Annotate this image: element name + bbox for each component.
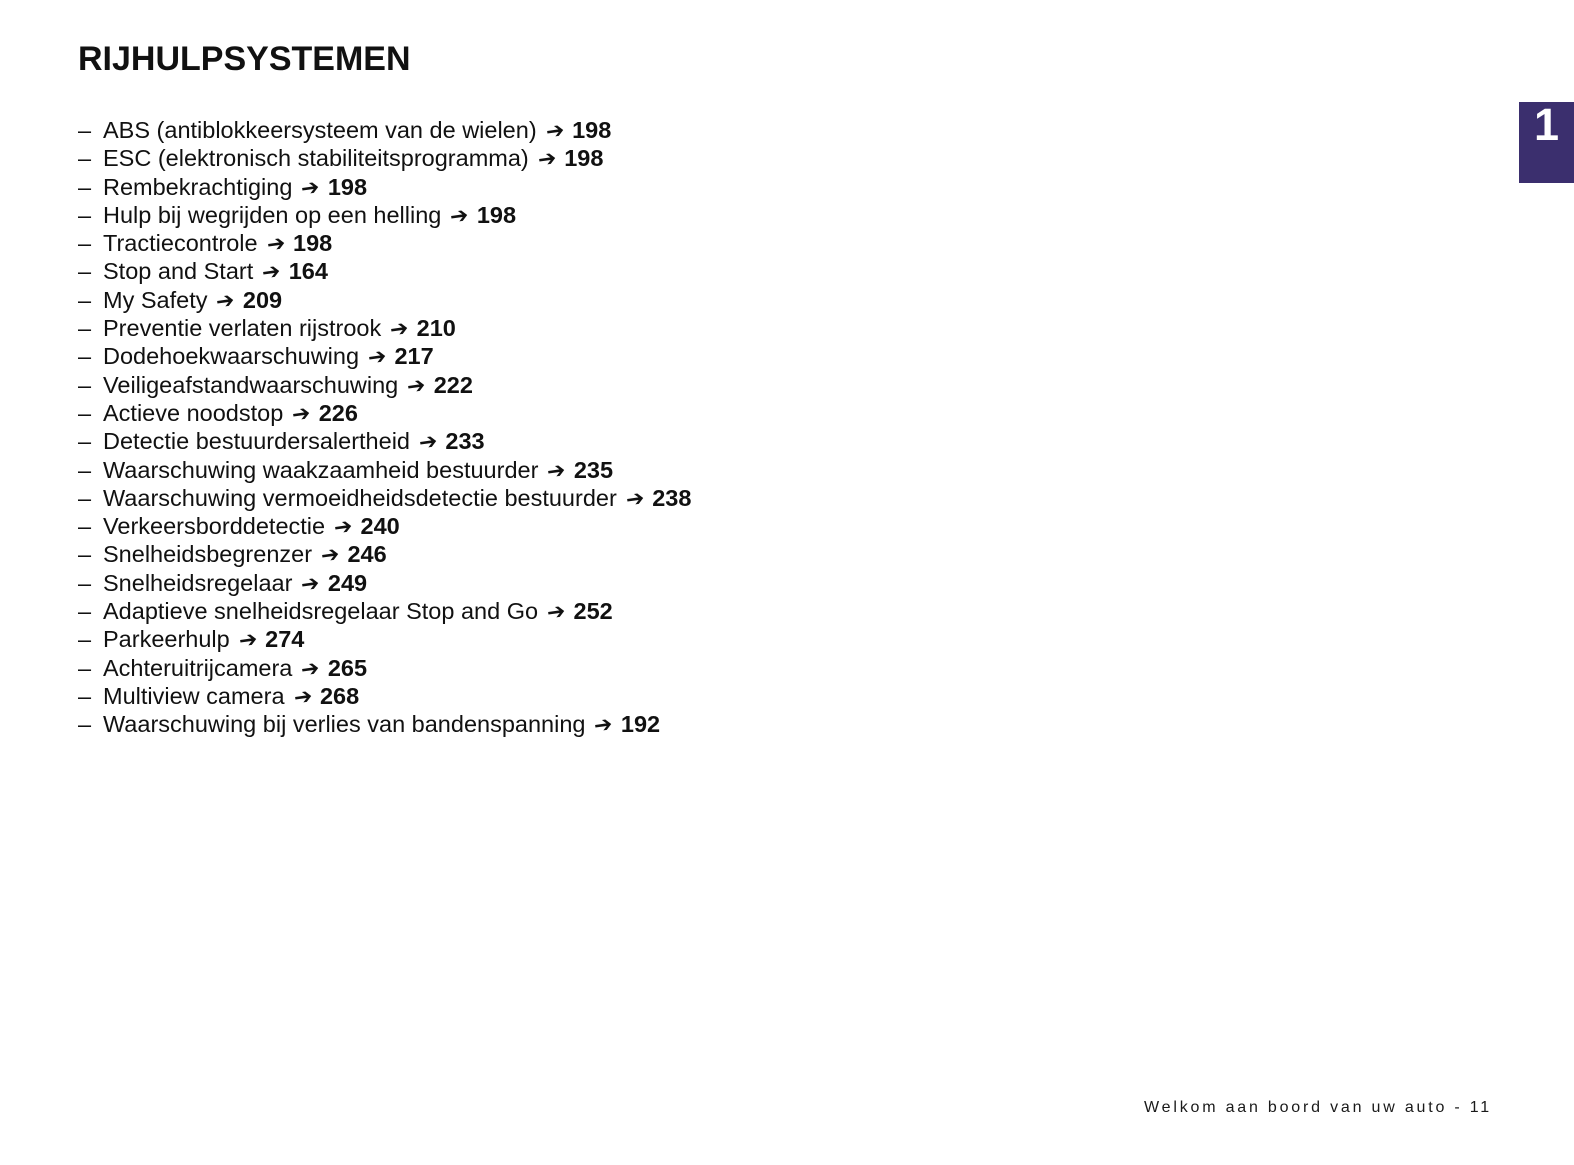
toc-item-page-number: 198	[476, 201, 517, 228]
toc-item[interactable]	[78, 343, 691, 371]
toc-item-label: ABS (antiblokkeersysteem van de wielen)	[103, 117, 537, 143]
toc-item-label: Detectie bestuurdersalertheid	[103, 428, 410, 455]
toc-item[interactable]	[78, 513, 691, 541]
toc-item[interactable]	[78, 485, 691, 513]
toc-item-dash: –	[78, 513, 92, 540]
toc-item-dash: –	[78, 484, 92, 511]
toc-item-dash: –	[78, 569, 92, 596]
arrow-right-icon: ➔	[405, 372, 428, 400]
arrow-right-icon: ➔	[545, 598, 568, 627]
toc-item[interactable]	[78, 541, 691, 569]
toc-item-label: Multiview camera	[103, 682, 285, 709]
toc-item-page-number: 209	[242, 286, 283, 313]
toc-item-page-number: 265	[327, 654, 368, 681]
toc-item[interactable]	[78, 428, 691, 456]
toc-item-dash: –	[78, 711, 92, 738]
toc-item-page-number: 268	[319, 682, 360, 709]
toc-item-dash: –	[78, 230, 92, 257]
toc-item-label: Hulp bij wegrijden op een helling	[103, 201, 442, 228]
toc-item-page-number: 222	[433, 371, 473, 398]
toc-item-label: Stop and Start	[103, 258, 254, 285]
arrow-right-icon: ➔	[264, 231, 287, 259]
toc-item-page-number: 240	[360, 513, 400, 540]
arrow-right-icon: ➔	[388, 315, 411, 344]
toc-item-dash: –	[78, 315, 92, 342]
toc-item-dash: –	[78, 598, 92, 625]
toc-item-dash: –	[78, 654, 92, 681]
arrow-right-icon: ➔	[319, 542, 342, 570]
toc-item-dash: –	[78, 626, 92, 653]
toc-item[interactable]	[78, 230, 691, 258]
toc-item[interactable]	[78, 683, 691, 711]
arrow-right-icon: ➔	[545, 457, 568, 485]
toc-item[interactable]	[78, 372, 691, 400]
toc-item-dash: –	[78, 541, 92, 568]
arrow-right-icon: ➔	[448, 202, 471, 231]
toc-item-label: Achteruitrijcamera	[103, 654, 293, 681]
arrow-right-icon: ➔	[291, 683, 314, 712]
toc-item-page-number: 192	[620, 711, 661, 738]
toc-item-label: Dodehoekwaarschuwing	[103, 343, 360, 370]
toc-item-dash: –	[78, 201, 92, 228]
toc-item-label: Adaptieve snelheidsregelaar Stop and Go	[103, 598, 539, 625]
toc-item-label: Waarschuwing waakzaamheid bestuurder	[103, 456, 539, 483]
page-title: RIJHULPSYSTEMEN	[78, 40, 411, 78]
toc-item[interactable]	[78, 711, 691, 739]
toc-item-page-number: 246	[347, 541, 387, 568]
toc-item-label: Waarschuwing bij verlies van bandenspanning	[103, 711, 586, 738]
toc-item-dash: –	[78, 258, 92, 285]
toc-item-label: Tractiecontrole	[103, 230, 258, 257]
arrow-right-icon: ➔	[592, 712, 615, 740]
toc-item-dash: –	[78, 456, 92, 483]
toc-item-label: Veiligeafstandwaarschuwing	[103, 371, 399, 398]
toc-item-label: Snelheidsregelaar	[103, 569, 293, 596]
arrow-right-icon: ➔	[536, 146, 558, 174]
toc-item-label: Snelheidsbegrenzer	[103, 541, 313, 568]
arrow-right-icon: ➔	[366, 344, 389, 372]
toc-item-page-number: 252	[573, 598, 613, 625]
arrow-right-icon: ➔	[299, 570, 322, 598]
toc-item-label: ESC (elektronisch stabiliteitsprogramma)	[103, 145, 529, 172]
arrow-right-icon: ➔	[543, 117, 566, 146]
toc-item-page-number: 233	[445, 428, 485, 455]
arrow-right-icon: ➔	[290, 400, 313, 429]
toc-item-page-number: 235	[573, 456, 614, 483]
footer-page-label: Welkom aan boord van uw auto - 11	[1144, 1099, 1492, 1116]
toc-item[interactable]	[78, 315, 691, 343]
toc-item[interactable]	[78, 174, 691, 202]
toc-item-label: Verkeersborddetectie	[103, 513, 326, 540]
toc-item-label: Preventie verlaten rijstrook	[103, 315, 382, 342]
arrow-right-icon: ➔	[299, 174, 322, 202]
toc-item-label: Actieve noodstop	[103, 399, 284, 426]
toc-item[interactable]	[78, 400, 691, 428]
toc-item[interactable]	[78, 202, 691, 230]
toc-item-dash: –	[78, 371, 92, 398]
arrow-right-icon: ➔	[214, 287, 237, 315]
arrow-right-icon: ➔	[237, 627, 259, 655]
toc-item-page-number: 226	[318, 399, 358, 426]
chapter-tab-number: 1	[1533, 99, 1560, 150]
toc-item[interactable]	[78, 626, 691, 654]
toc-item-dash: –	[78, 173, 92, 200]
toc-item[interactable]	[78, 258, 691, 286]
toc-item-dash: –	[78, 682, 92, 709]
toc-item-dash: –	[78, 343, 92, 370]
toc-item[interactable]	[78, 117, 691, 145]
toc-item-page-number: 198	[327, 173, 368, 200]
toc-item-dash: –	[78, 117, 92, 143]
toc-item-page-number: 164	[288, 258, 328, 285]
toc-item-dash: –	[78, 428, 92, 455]
toc-item-page-number: 210	[416, 315, 456, 342]
toc-item-page-number: 217	[394, 343, 434, 370]
toc-item-page-number: 249	[327, 569, 368, 596]
toc-item-dash: –	[78, 145, 92, 172]
arrow-right-icon: ➔	[417, 429, 440, 457]
toc-item[interactable]	[78, 287, 691, 315]
toc-list	[78, 117, 691, 740]
arrow-right-icon: ➔	[332, 513, 355, 542]
toc-item-page-number: 198	[572, 117, 612, 143]
toc-item-label: Rembekrachtiging	[103, 173, 293, 200]
toc-item-dash: –	[78, 286, 92, 313]
toc-item-dash: –	[78, 399, 92, 426]
toc-item-label: My Safety	[103, 286, 208, 313]
toc-item-page-number: 198	[293, 230, 333, 257]
toc-item[interactable]	[78, 570, 691, 598]
toc-item[interactable]	[78, 145, 691, 173]
toc-item-label: Parkeerhulp	[103, 626, 230, 653]
toc-item-page-number: 274	[265, 626, 305, 653]
toc-item[interactable]	[78, 598, 691, 626]
toc-item-page-number: 238	[652, 484, 692, 511]
toc-item[interactable]	[78, 655, 691, 683]
toc-item[interactable]	[78, 457, 691, 485]
toc-item-label: Waarschuwing vermoeidheidsdetectie bestuurder	[103, 484, 617, 511]
arrow-right-icon: ➔	[260, 259, 283, 287]
chapter-tab	[1519, 99, 1574, 183]
arrow-right-icon: ➔	[299, 655, 322, 683]
arrow-right-icon: ➔	[624, 485, 646, 514]
toc-item-page-number: 198	[564, 145, 604, 172]
